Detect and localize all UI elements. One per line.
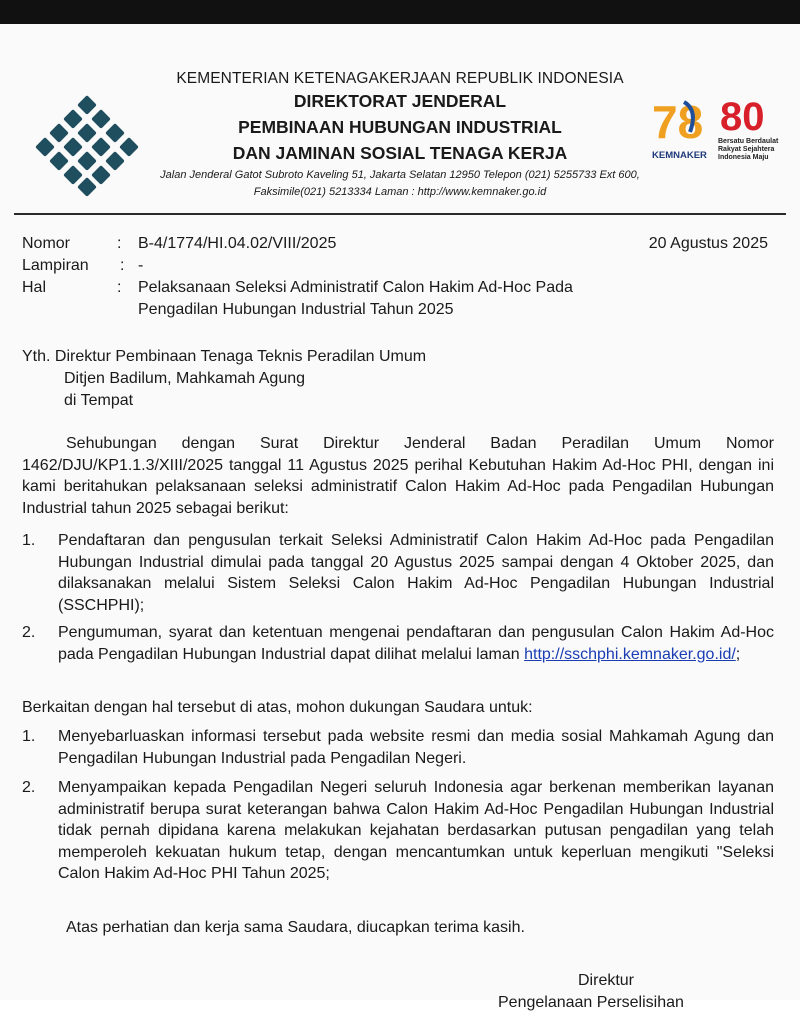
list-text-body: Pengumuman, syarat dan ketentuan mengenai pendaftaran dan pengusulan Calon Hakim Ad-Hoc pada Pengadilan Hubungan Industrial dapat dilihat melalui laman	[58, 624, 774, 663]
signature-cut-line: Pengelanaan Perselisihan	[498, 994, 684, 1011]
address-line-1: Jalan Jenderal Gatot Subroto Kaveling 51, Jakarta Selatan 12950 Telepon (021) 5255733 Ext 600,	[160, 169, 640, 181]
nomor-value: B-4/1774/HI.04.02/VIII/2025	[138, 235, 337, 252]
list-item	[22, 530, 774, 616]
list-text: Menyampaikan kepada Pengadilan Negeri seluruh Indonesia agar berkenan memberikan layanan administratif berupa surat keterangan bahwa Calon Hakim Ad-Hoc Pengadilan Hubungan Industrial tidak pernah dipidana karena melakukan kejahatan berdasarkan putusan pengadilan yang telah memperoleh kekuatan hukum tetap, dengan mencantumkan untuk keperluan mengikuti "Seleksi Calon Hakim Ad-Hoc PHI Tahun 2025;	[58, 779, 774, 882]
recipient-block	[22, 346, 722, 412]
hal-row	[20, 277, 780, 321]
lampiran-colon: :	[120, 257, 125, 274]
list-number: 2.	[22, 624, 36, 641]
kemnaker-78-logo	[652, 96, 707, 161]
lampiran-value: -	[138, 257, 144, 274]
lampiran-row	[20, 255, 780, 277]
top-black-bar	[0, 0, 800, 24]
sschphi-link[interactable]: http://sschphi.kemnaker.go.id/	[524, 645, 736, 663]
recipient-prefix: Yth.	[22, 348, 51, 365]
list-text	[58, 622, 774, 665]
signature-title: Direktur	[578, 972, 635, 989]
list-number: 1.	[22, 532, 36, 549]
recipient-line-2: Ditjen Badilum, Mahkamah Agung	[64, 370, 306, 387]
hal-value	[138, 277, 698, 321]
closing-paragraph: Atas perhatian dan kerja sama Saudara, diucapkan terima kasih.	[66, 919, 525, 936]
hal-value-line-1: Pelaksanaan Seleksi Administratif Calon Hakim Ad-Hoc Pada	[138, 279, 573, 296]
letter-meta	[20, 233, 780, 321]
recipient-title: Direktur Pembinaan Tenaga Teknis Peradilan Umum	[54, 348, 427, 365]
list-item	[22, 777, 774, 885]
hal-colon: :	[117, 279, 122, 296]
nomor-colon: :	[117, 235, 122, 252]
letter-date: 20 Agustus 2025	[648, 235, 768, 252]
lampiran-label: Lampiran	[22, 257, 89, 274]
directorate-subtitle-2: DAN JAMINAN SOSIAL TENAGA KERJA	[232, 143, 568, 163]
nomor-label: Nomor	[22, 235, 71, 252]
hal-value-line-2: Pengadilan Hubungan Industrial Tahun 2025	[138, 301, 454, 318]
list-text-end: ;	[735, 645, 741, 663]
ministry-name: KEMENTERIAN KETENAGAKERJAAN REPUBLIK INDONESIA	[176, 70, 624, 87]
directorate-subtitle-1: PEMBINAAN HUBUNGAN INDUSTRIAL	[238, 117, 562, 137]
letterhead	[150, 70, 650, 200]
address-line-2: Faksimile(021) 5213334 Laman : http://www.kemnaker.go.id	[253, 186, 547, 198]
anniv-78-text: 78	[652, 96, 704, 148]
list-item	[22, 622, 774, 665]
recipient-line-3: di Tempat	[64, 392, 134, 409]
list-text: Pendaftaran dan pengusulan terkait Seleksi Administratif Calon Hakim Ad-Hoc pada Pengadilan Hubungan Industrial dimulai pada tanggal 20 Agustus 2025 sampai dengan 4 Oktober 2025, dan dilaksanakan melalui Sistem Seleksi Calon Hakim Ad-Hoc Pengadilan Hubungan Industrial (SSCHPHI);	[58, 532, 774, 614]
kemnaker-lattice-logo-icon	[30, 96, 150, 196]
list-text: Menyebarluaskan informasi tersebut pada website resmi dan media sosial Mahkamah Agung dan Pengadilan Hubungan Industrial pada Pengadilan Negeri.	[58, 728, 774, 767]
intro-paragraph: Sehubungan dengan Surat Direktur Jenderal Badan Peradilan Umum Nomor 1462/DJU/KP1.1.3/XIII/2025 tanggal 11 Agustus 2025 perihal Kebutuhan Hakim Ad-Hoc PHI, dengan ini kami beritahukan pelaksanaan seleksi administratif Calon Hakim Ad-Hoc pada Pengadilan Hubungan Industrial tahun 2025 sebagai berikut:	[22, 435, 774, 517]
support-paragraph: Berkaitan dengan hal tersebut di atas, mohon dukungan Saudara untuk:	[22, 699, 533, 716]
directorate-title: DIREKTORAT JENDERAL	[293, 91, 507, 111]
letterhead-rule	[14, 213, 786, 215]
ri-80-tagline: Bersatu Berdaulat Rakyat Sejahtera Indonesia Maju	[718, 138, 779, 161]
recipient-line-1	[22, 346, 722, 368]
anniversary-logos-icon	[650, 88, 785, 180]
hal-label: Hal	[22, 279, 47, 296]
list-number: 1.	[22, 728, 36, 745]
kemnaker-logo-text: KEMNAKER	[652, 150, 707, 161]
ri-80-logo	[718, 95, 784, 172]
nomor-row	[20, 233, 780, 255]
list-item	[22, 726, 774, 769]
ri-80-text: 80	[720, 95, 765, 139]
list-number: 2.	[22, 779, 36, 796]
